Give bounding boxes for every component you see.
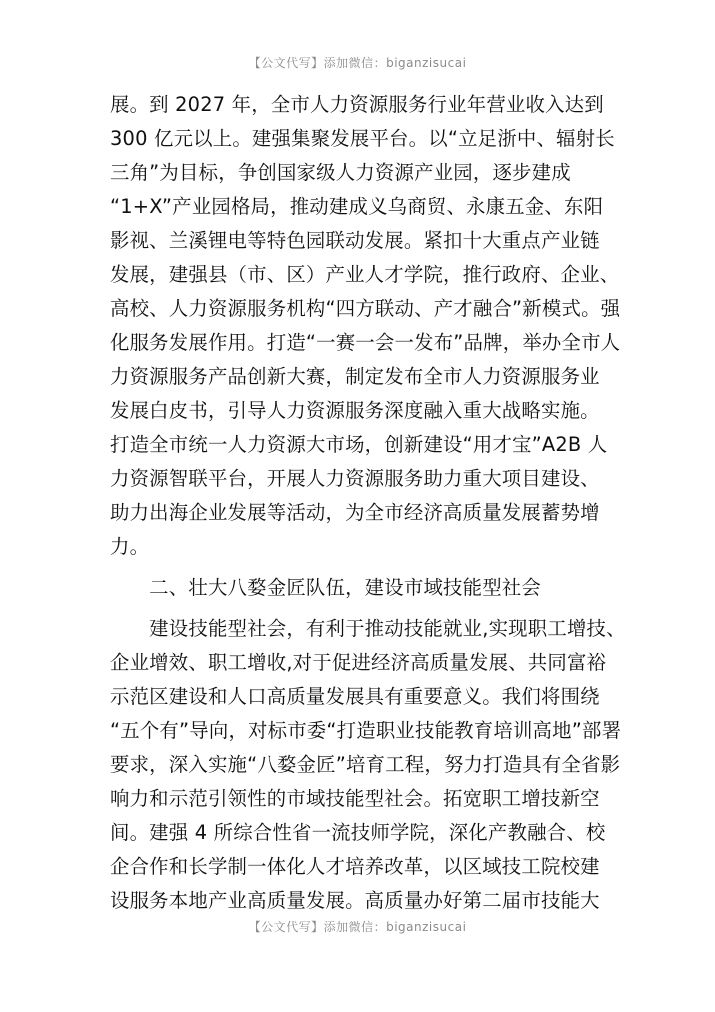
watermark-footer: 【公文代写】添加微信：biganzisucai: [248, 920, 467, 934]
watermark-header: 【公文代写】添加微信：biganzisucai: [248, 56, 467, 70]
text-line: 间。建强 4 所综合性省一流技师学院，深化产教融合、校: [110, 821, 606, 844]
text-line: 打造全市统一人力资源大市场，创新建设“用才宝”A2B 人: [110, 433, 608, 456]
text-line: 展。到 2027 年，全市人力资源服务行业年营业收入达到: [110, 93, 604, 116]
text-line: 示范区建设和人口高质量发展具有重要意义。我们将围绕: [110, 685, 600, 708]
text-line: 助力出海企业发展等活动，为全市经济高质量发展蓄势增: [110, 501, 600, 524]
text-line: 力资源智联平台，开展人力资源服务助力重大项目建设、: [110, 467, 600, 490]
text-line: 高校、人力资源服务机构“四方联动、产才融合”新模式。强: [110, 297, 621, 320]
text-line: 发展，建强县（市、区）产业人才学院，推行政府、企业、: [110, 263, 620, 286]
text-line: 发展白皮书，引导人力资源服务深度融入重大战略实施。: [110, 399, 600, 422]
section-heading: 二、壮大八婺金匠队伍，建设市域技能型社会: [110, 576, 541, 599]
document-body: [110, 88, 626, 918]
text-line: “1+X”产业园格局，推动建成义乌商贸、永康五金、东阳: [110, 195, 604, 218]
text-line: 要求，深入实施“八婺金匠”培育工程，努力打造具有全省影: [110, 753, 621, 776]
text-line: 三角”为目标，争创国家级人力资源产业园，逐步建成: [110, 161, 571, 184]
text-line: 设服务本地产业高质量发展。高质量办好第二届市技能大: [110, 889, 600, 912]
text-line: 建设技能型社会，有利于推动技能就业,实现职工增技、: [110, 617, 626, 640]
text-line: 力。: [110, 535, 150, 558]
text-line: 企业增效、职工增收,对于促进经济高质量发展、共同富裕: [110, 651, 607, 674]
text-line: 企合作和长学制一体化人才培养改革，以区域技工院校建: [110, 855, 600, 878]
text-line: 力资源服务产品创新大赛，制定发布全市人力资源服务业: [110, 365, 600, 388]
text-line: 化服务发展作用。打造“一赛一会一发布”品牌，举办全市人: [110, 331, 621, 354]
text-line: 300 亿元以上。建强集聚发展平台。以“立足浙中、辐射长: [110, 127, 615, 150]
text-line: 响力和示范引领性的市域技能型社会。拓宽职工增技新空: [110, 787, 600, 810]
text-line: 影视、兰溪锂电等特色园联动发展。紧扣十大重点产业链: [110, 229, 600, 252]
text-line: “五个有”导向，对标市委“打造职业技能教育培训高地”部署: [110, 719, 622, 742]
